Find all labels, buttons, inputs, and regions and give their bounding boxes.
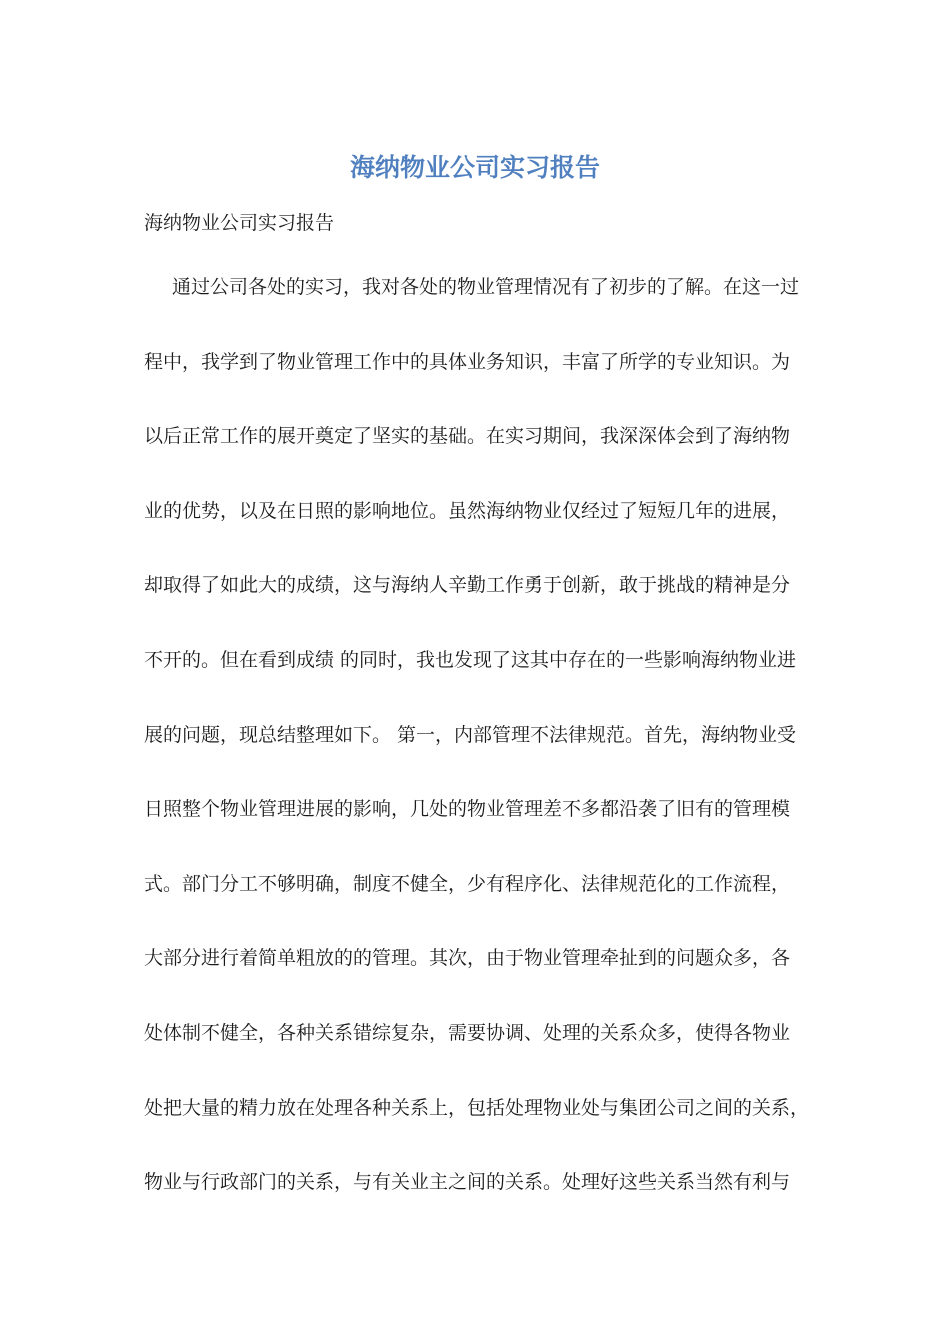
body-line: 却取得了如此大的成绩，这与海纳人辛勤工作勇于创新，敢于挑战的精神是分 [144,574,791,597]
body-line: 物业与行政部门的关系，与有关业主之间的关系。处理好这些关系当然有利与 [144,1171,791,1194]
body-line: 程中，我学到了物业管理工作中的具体业务知识，丰富了所学的专业知识。为 [144,350,791,373]
body-line: 日照整个物业管理进展的影响，几处的物业管理差不多都沿袭了旧有的管理模 [144,798,791,821]
body-line: 处把大量的精力放在处理各种关系上，包括处理物业处与集团公司之间的关系， [144,1096,810,1119]
body-line: 不开的。但在看到成绩 的同时，我也发现了这其中存在的一些影响海纳物业进 [144,648,797,671]
body-line: 大部分进行着简单粗放的的管理。其次，由于物业管理牵扯到的问题众多，各 [144,947,791,970]
body-line: 式。部门分工不够明确，制度不健全，少有程序化、法律规范化的工作流程， [144,872,791,895]
document-subtitle: 海纳物业公司实习报告 [144,212,335,234]
body-line: 业的优势，以及在日照的影响地位。虽然海纳物业仅经过了短短几年的进展， [144,499,791,522]
body-text [144,270,814,1240]
body-line: 通过公司各处的实习，我对各处的物业管理情况有了初步的了解。在这一过 [172,276,800,298]
document-title: 海纳物业公司实习报告 [349,153,600,182]
body-line: 以后正常工作的展开奠定了坚实的基础。在实习期间，我深深体会到了海纳物 [144,425,791,448]
body-line: 处体制不健全，各种关系错综复杂，需要协调、处理的关系众多，使得各物业 [144,1021,791,1044]
body-line: 展的问题，现总结整理如下。 第一，内部管理不法律规范。首先，海纳物业受 [144,723,797,746]
